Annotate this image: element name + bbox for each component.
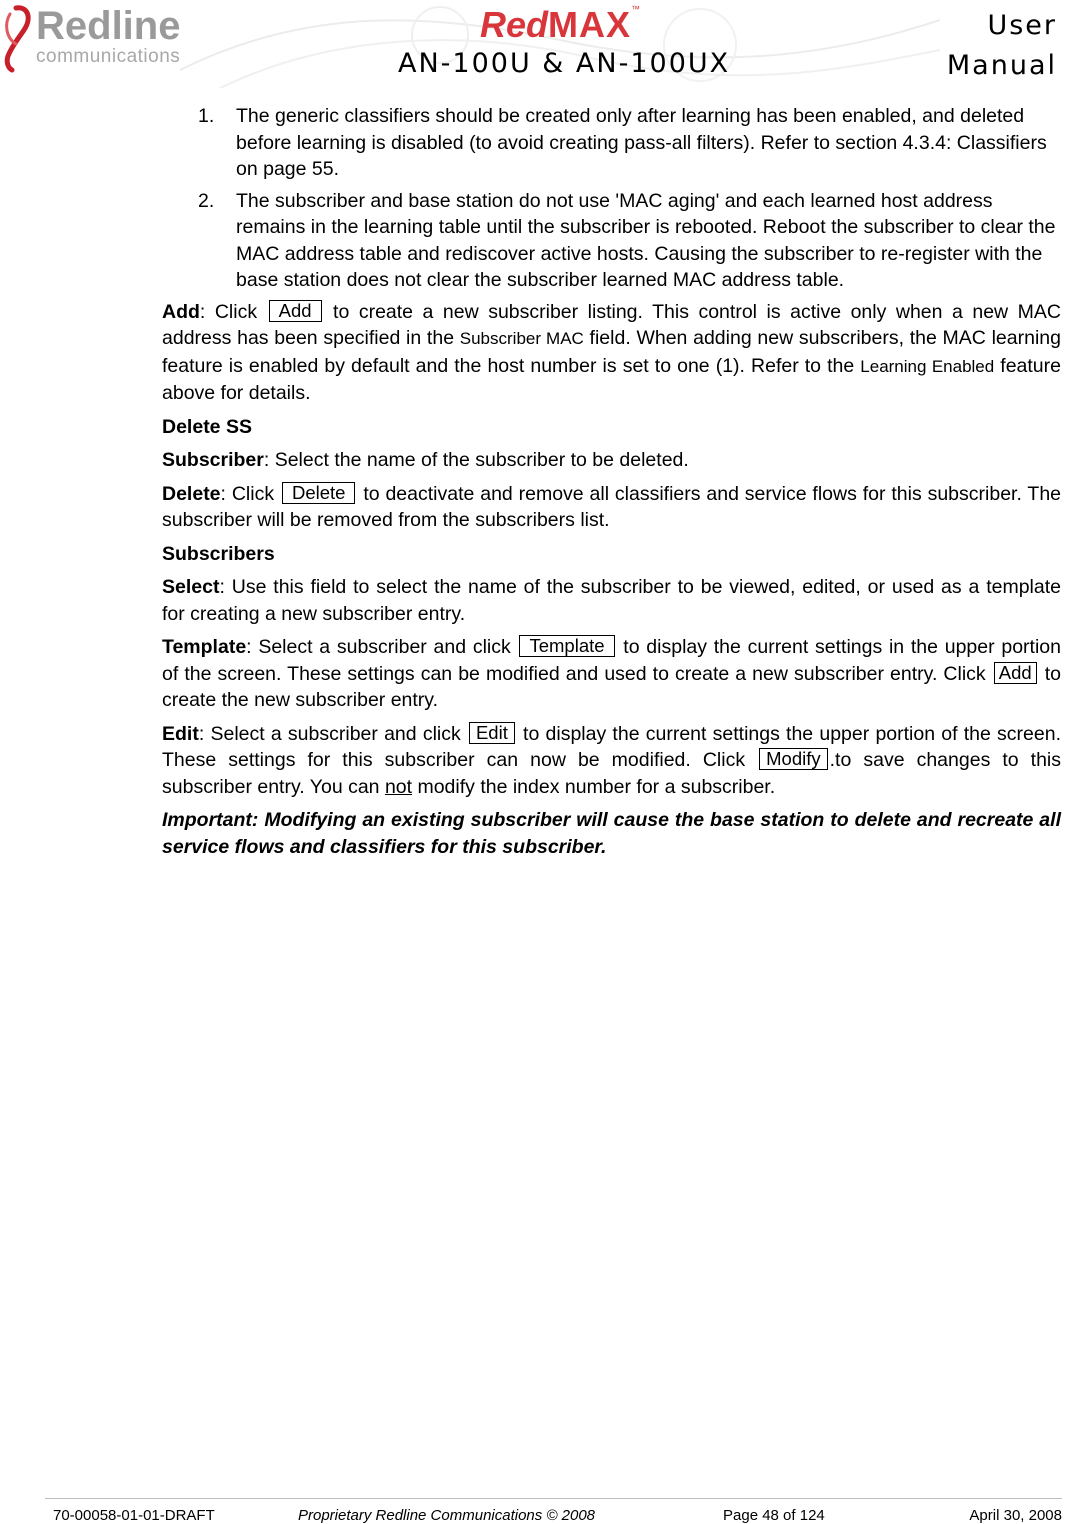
- delete-paragraph: [162, 481, 1061, 534]
- text-run: modify the index number for a subscriber.: [412, 775, 776, 798]
- edit-label: Edit: [162, 722, 199, 745]
- add-button[interactable]: Add: [269, 300, 322, 322]
- list-item: [162, 188, 1061, 294]
- page-footer: [45, 1498, 1062, 1524]
- list-number: 1.: [198, 105, 215, 127]
- template-button[interactable]: Template: [519, 635, 614, 657]
- manual-line-2: Manual: [946, 50, 1057, 81]
- footer-page-number: Page 48 of 124: [723, 1507, 825, 1524]
- text-run: .to save changes to this subscriber entry. You can: [162, 749, 1062, 798]
- text-run: field. When adding new subscribers, the MAC learning feature is enabled by default and the host number is set to one (1). Refer to the: [162, 327, 1061, 377]
- footer-proprietary: Proprietary Redline Communications © 2008: [298, 1507, 596, 1524]
- list-number: 2.: [198, 189, 215, 212]
- add-label: Add: [162, 300, 200, 323]
- footer-date: April 30, 2008: [969, 1507, 1062, 1524]
- delete-ss-heading: Delete SS: [162, 415, 252, 438]
- redline-logo-name: Redline: [36, 4, 181, 48]
- select-paragraph: [162, 574, 1061, 627]
- page-content: [162, 103, 1061, 867]
- text-run: : Click: [220, 482, 280, 505]
- edit-button[interactable]: Edit: [469, 722, 515, 744]
- list-item: [162, 103, 1061, 183]
- edit-paragraph: [162, 721, 1061, 801]
- redline-logo: [2, 4, 212, 74]
- notes-list: [162, 103, 1061, 294]
- subscribers-heading: Subscribers: [162, 542, 275, 565]
- redmax-tm: ™: [631, 4, 641, 14]
- redmax-red: Red: [480, 4, 549, 45]
- redmax-max: MAX: [548, 4, 632, 45]
- emphasis-not: not: [384, 775, 413, 798]
- select-label: Select: [162, 576, 220, 598]
- manual-title: [947, 6, 1057, 86]
- text-run: to create a new subscriber listing. This control is active only when a new MAC address has been specified in the: [162, 300, 1061, 349]
- redline-logo-sub: communications: [36, 46, 181, 67]
- list-text: The subscriber and base station do not use 'MAC aging' and each learned host address remains in the learning table until the subscriber is rebooted. Reboot the subscriber to clear the MAC address table and rediscover active hosts. Causing the subscriber to re-register with the base station does not clear the subscriber learned MAC address table.: [236, 189, 1056, 291]
- product-name: AN-100U & AN-100UX: [398, 48, 731, 79]
- text-run: feature above for details.: [162, 354, 1061, 404]
- manual-line-1: User: [987, 10, 1057, 41]
- subscriber-paragraph: [162, 447, 1061, 474]
- page-header: [0, 0, 1065, 95]
- text-run: to deactivate and remove all classifiers and service flows for this subscriber. The subscriber will be removed from the subscribers list.: [162, 482, 1062, 531]
- text-run: to display the current settings in the upper portion of the screen. These settings can be modified and used to create a new subscriber entry. Click: [162, 636, 1061, 685]
- redmax-logo: [480, 4, 690, 44]
- subscriber-label: Subscriber: [162, 449, 264, 471]
- important-note: Important: Modifying an existing subscriber will cause the base station to delete and recreate all service flows and classifiers for this subscriber.: [162, 809, 1061, 858]
- template-paragraph: [162, 634, 1061, 714]
- delete-button[interactable]: Delete: [282, 482, 355, 504]
- text-run: to create the new subscriber entry.: [162, 662, 1062, 711]
- text-run: : Use this field to select the name of the subscriber to be viewed, edited, or used as a template for creating a new subscriber entry.: [162, 576, 1061, 625]
- add-paragraph: [162, 299, 1061, 407]
- text-run: : Select the name of the subscriber to be deleted.: [263, 449, 689, 471]
- list-text: The generic classifiers should be created only after learning has been enabled, and deleted before learning is disabled (to avoid creating pass-all filters). Refer to section 4.3.4: Classifiers on page 55.: [236, 105, 1047, 180]
- text-run: : Select a subscriber and click: [246, 636, 518, 658]
- text-run: to display the current settings the upper portion of the screen. These settings for this subscriber can now be modified. Click: [162, 722, 1061, 771]
- text-run: : Select a subscriber and click: [198, 722, 467, 745]
- subscriber-mac-field-ref: Subscriber MAC: [459, 329, 584, 348]
- template-label: Template: [162, 636, 247, 658]
- text-run: : Click: [199, 300, 267, 323]
- learning-enabled-ref: Learning Enabled: [860, 356, 995, 376]
- delete-label: Delete: [162, 482, 221, 505]
- template-add-button[interactable]: Add: [994, 662, 1037, 684]
- footer-doc-id: 70-00058-01-01-DRAFT: [53, 1507, 215, 1524]
- modify-button[interactable]: Modify: [759, 748, 828, 770]
- redline-swoosh-icon: [2, 4, 36, 74]
